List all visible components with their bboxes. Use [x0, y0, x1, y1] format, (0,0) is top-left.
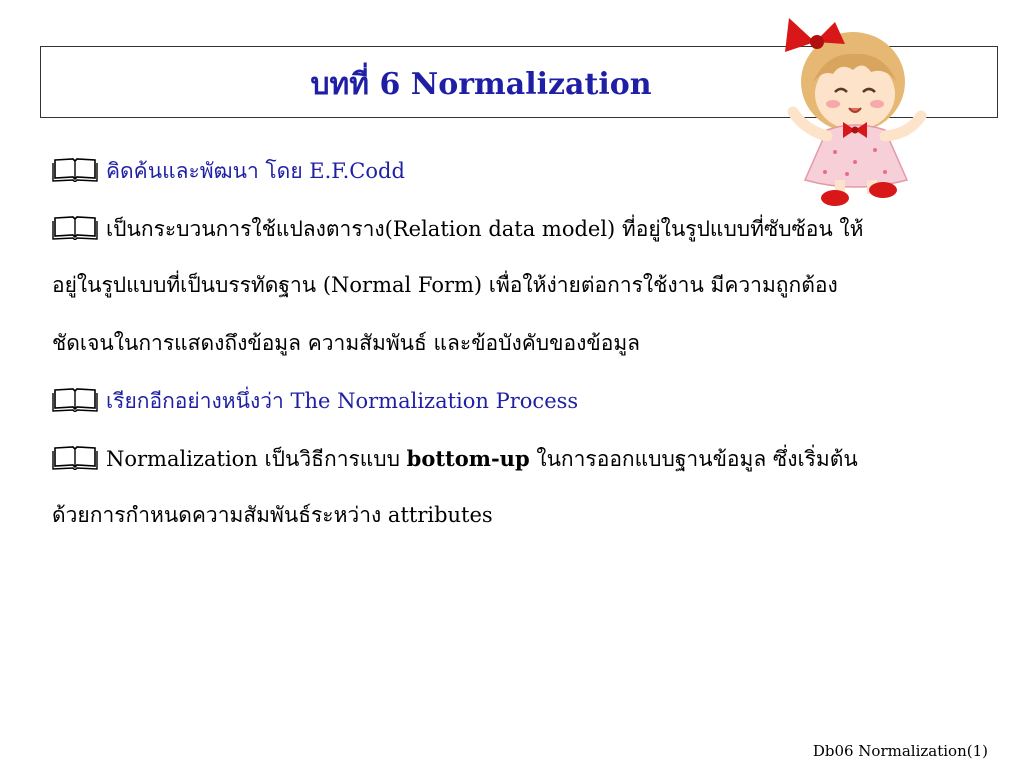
bullet-4-text-post: ในการออกแบบฐานข้อมูล ซึ่งเริ่มต้น: [529, 447, 858, 471]
bullet-4-text-line-2: ด้วยการกำหนดความสัมพันธ์ระหว่าง attributes: [52, 503, 493, 527]
book-icon: [52, 156, 98, 182]
book-icon: [52, 214, 98, 240]
bullet-2-line-2: [52, 272, 838, 299]
bullet-2-line-1: [52, 214, 864, 243]
bullet-3-text: เรียกอีกอย่างหนึ่งว่า The Normalization Process: [106, 389, 579, 413]
bullet-3: [52, 386, 578, 415]
bullet-4-line-2: [52, 502, 493, 529]
slide-title: บทที่ 6 Normalization: [310, 67, 652, 102]
bullet-4-line-1: [52, 444, 858, 473]
bullet-2-line-3: [52, 330, 640, 357]
bullet-1-text: คิดค้นและพัฒนา โดย E.F.Codd: [106, 159, 405, 183]
bullet-2-text-line-3: ชัดเจนในการแสดงถึงข้อมูล ความสัมพันธ์ และข้อบังคับของข้อมูล: [52, 331, 641, 355]
bullet-2-text-line-1: เป็นกระบวนการใช้แปลงตาราง(Relation data model) ที่อยู่ในรูปแบบที่ซับซ้อน ให้: [106, 217, 864, 241]
cartoon-girl-mascot: [775, 12, 940, 212]
slide-footer: Db06 Normalization(1): [812, 742, 988, 760]
book-icon: [52, 386, 98, 412]
bullet-4-text-pre: Normalization เป็นวิธีการแบบ: [106, 447, 407, 471]
book-icon: [52, 444, 98, 470]
bullet-2-text-line-2: อยู่ในรูปแบบที่เป็นบรรทัดฐาน (Normal Form) เพื่อให้ง่ายต่อการใช้งาน มีความถูกต้อง: [52, 273, 838, 297]
bullet-1: [52, 156, 405, 185]
bullet-4-text-bold: bottom-up: [406, 446, 530, 471]
